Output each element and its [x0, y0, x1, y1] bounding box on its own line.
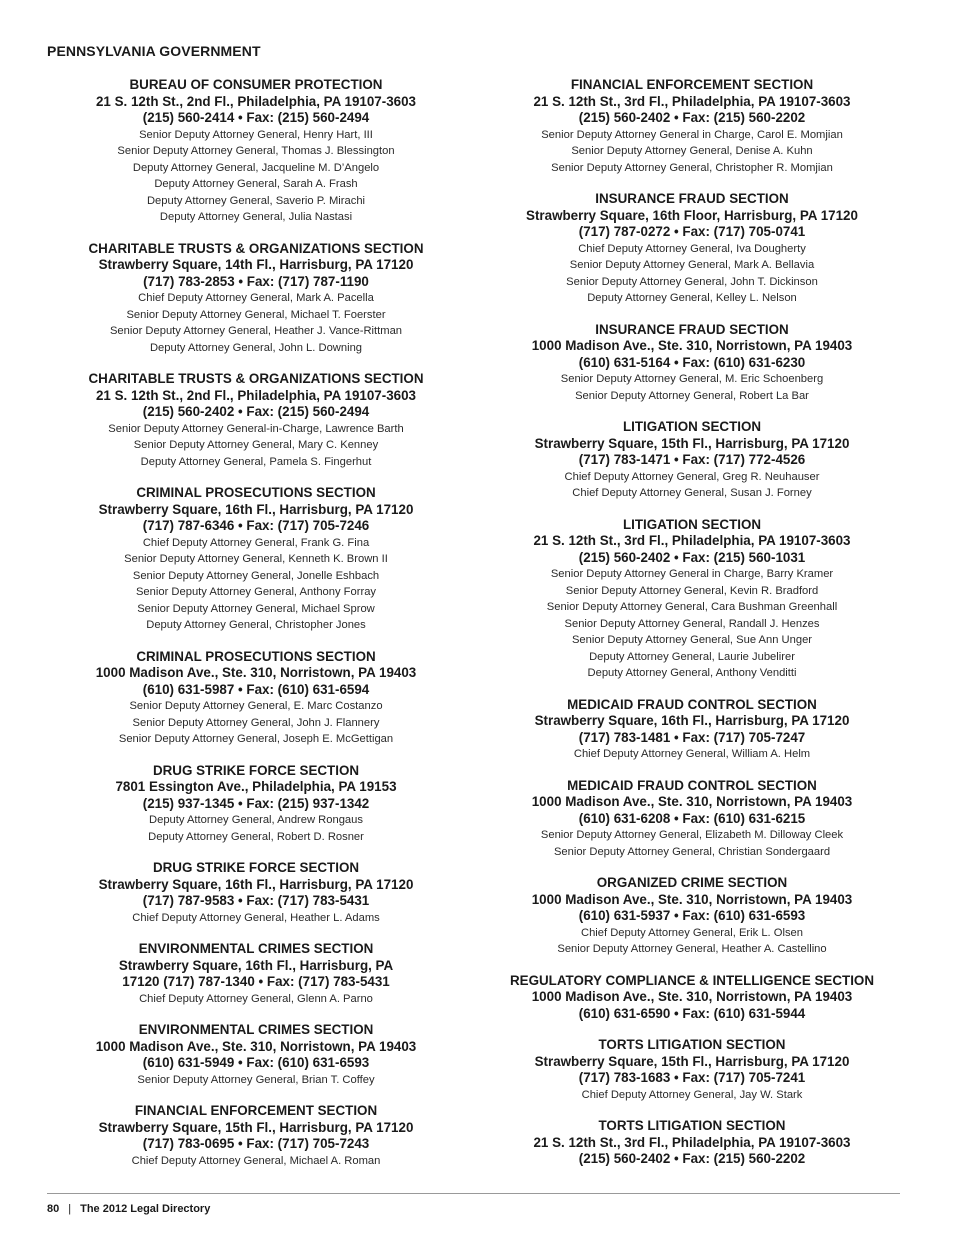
section-phone-fax: (717) 787-9583 • Fax: (717) 783-5431	[142, 893, 370, 908]
staff-entry: Chief Deputy Attorney General, Susan J. Forney	[572, 487, 812, 499]
section-address: Strawberry Square, 16th Floor, Harrisburg, PA 17120	[526, 207, 858, 223]
directory-section	[497, 697, 887, 763]
staff-entry: Senior Deputy Attorney General, Elizabeth M. Dilloway Cleek	[540, 829, 844, 841]
footer-separator: |	[68, 1203, 72, 1215]
staff-entry: Senior Deputy Attorney General, John T. Dickinson	[566, 275, 818, 288]
staff-entry: Chief Deputy Attorney General, William A. Helm	[573, 748, 811, 760]
staff-entry: Senior Deputy Attorney General-in-Charge, Lawrence Barth	[108, 422, 404, 435]
staff-entry: Deputy Attorney General, John L. Downing	[149, 341, 363, 354]
staff-entry: Senior Deputy Attorney General, Denise A. Kuhn	[571, 145, 813, 157]
staff-entry: Deputy Attorney General, Andrew Rongaus	[149, 814, 363, 826]
directory-section	[70, 77, 442, 226]
section-address: 1000 Madison Ave., Ste. 310, Norristown, PA 19403	[95, 665, 417, 680]
section-title: REGULATORY COMPLIANCE & INTELLIGENCE SECTION	[509, 972, 875, 988]
section-phone-fax: (717) 783-1481 • Fax: (717) 705-7247	[578, 729, 806, 745]
directory-section	[497, 1118, 887, 1168]
section-phone-fax: (215) 560-2402 • Fax: (215) 560-2202	[578, 110, 806, 125]
staff-entry: Senior Deputy Attorney General, Robert La Bar	[575, 389, 809, 402]
footer-divider	[47, 1193, 900, 1194]
section-title: LITIGATION SECTION	[622, 516, 762, 532]
directory-section	[497, 77, 887, 176]
section-title: TORTS LITIGATION SECTION	[598, 1037, 786, 1052]
section-address: Strawberry Square, 15th Fl., Harrisburg, PA 17120	[534, 435, 850, 451]
section-title: ENVIRONMENTAL CRIMES SECTION	[138, 941, 374, 956]
section-address: 21 S. 12th St., 2nd Fl., Philadelphia, PA 19107-3603	[95, 387, 416, 403]
staff-entry: Deputy Attorney General, Saverio P. Mirachi	[146, 194, 366, 207]
staff-entry: Deputy Attorney General, Pamela S. Fingerhut	[140, 455, 372, 468]
page-number: 80	[47, 1203, 60, 1215]
staff-entry: Chief Deputy Attorney General, Iva Dougherty	[578, 242, 806, 255]
staff-entry: Chief Deputy Attorney General, Michael A. Roman	[131, 1154, 381, 1167]
right-column	[497, 77, 887, 1183]
section-address: 21 S. 12th St., 3rd Fl., Philadelphia, PA 19107-3603	[533, 1134, 851, 1150]
section-phone-fax: (610) 631-5937 • Fax: (610) 631-6593	[578, 908, 806, 923]
directory-section	[497, 1037, 887, 1103]
staff-entry: Deputy Attorney General, Robert D. Rosner	[148, 830, 364, 843]
section-address: 7801 Essington Ave., Philadelphia, PA 19153	[115, 779, 397, 794]
section-title: CHARITABLE TRUSTS & ORGANIZATIONS SECTION	[88, 371, 424, 386]
section-title: DRUG STRIKE FORCE SECTION	[152, 762, 360, 778]
staff-entry: Senior Deputy Attorney General, Joseph E. McGettigan	[118, 733, 394, 745]
directory-section	[497, 419, 887, 502]
staff-entry: Senior Deputy Attorney General, Mary C. Kenney	[133, 439, 379, 451]
staff-entry: Chief Deputy Attorney General, Mark A. Pacella	[138, 292, 374, 304]
staff-entry: Chief Deputy Attorney General, Heather L. Adams	[132, 911, 380, 924]
section-title: MEDICAID FRAUD CONTROL SECTION	[567, 696, 817, 712]
staff-entry: Senior Deputy Attorney General, Thomas J. Blessington	[117, 145, 395, 157]
staff-entry: Chief Deputy Attorney General, Glenn A. Parno	[139, 992, 373, 1005]
section-phone-fax: (717) 783-1683 • Fax: (717) 705-7241	[578, 1070, 806, 1085]
directory-section	[70, 649, 442, 748]
page-footer	[47, 1203, 210, 1215]
section-phone-fax: (610) 631-5164 • Fax: (610) 631-6230	[578, 354, 806, 370]
section-title: DRUG STRIKE FORCE SECTION	[152, 860, 360, 875]
directory-section	[70, 941, 442, 1007]
staff-entry: Chief Deputy Attorney General, Greg R. Neuhauser	[564, 470, 820, 483]
section-title: MEDICAID FRAUD CONTROL SECTION	[567, 777, 817, 793]
staff-entry: Deputy Attorney General, Anthony Venditti	[587, 667, 797, 679]
staff-entry: Deputy Attorney General, Sarah A. Frash	[154, 178, 358, 190]
staff-entry: Chief Deputy Attorney General, Frank G. Fina	[142, 536, 370, 549]
section-address: 21 S. 12th St., 2nd Fl., Philadelphia, PA 19107-3603	[95, 93, 416, 109]
section-title: CRIMINAL PROSECUTIONS SECTION	[136, 485, 376, 500]
staff-entry: Senior Deputy Attorney General, Christian Sondergaard	[553, 845, 831, 858]
directory-section	[497, 191, 887, 307]
staff-entry: Senior Deputy Attorney General, E. Marc Costanzo	[129, 700, 383, 712]
staff-entry: Senior Deputy Attorney General, Mark A. Bellavia	[569, 259, 815, 271]
staff-entry: Senior Deputy Attorney General, Jonelle Eshbach	[132, 569, 380, 582]
section-phone-fax: (717) 783-0695 • Fax: (717) 705-7243	[142, 1136, 370, 1151]
section-phone-fax: (717) 783-1471 • Fax: (717) 772-4526	[578, 452, 806, 467]
section-address: 21 S. 12th St., 3rd Fl., Philadelphia, PA 19107-3603	[533, 533, 851, 548]
staff-entry: Deputy Attorney General, Julia Nastasi	[159, 211, 353, 223]
section-address: 1000 Madison Ave., Ste. 310, Norristown, PA 19403	[531, 891, 853, 907]
section-address: Strawberry Square, 16th Fl., Harrisburg, PA	[118, 957, 394, 973]
section-title: INSURANCE FRAUD SECTION	[595, 321, 789, 337]
section-address: 1000 Madison Ave., Ste. 310, Norristown, PA 19403	[531, 338, 853, 353]
staff-entry: Chief Deputy Attorney General, Jay W. Stark	[581, 1088, 803, 1101]
staff-entry: Chief Deputy Attorney General, Erik L. Olsen	[581, 926, 803, 939]
staff-entry: Deputy Attorney General, Christopher Jones	[146, 619, 366, 631]
directory-section	[497, 973, 887, 1023]
directory-section	[70, 485, 442, 634]
staff-entry: Senior Deputy Attorney General, Michael T. Foerster	[126, 308, 386, 321]
section-phone-fax: (717) 787-6346 • Fax: (717) 705-7246	[142, 518, 370, 533]
staff-entry: Deputy Attorney General, Jacqueline M. D’Angelo	[132, 161, 380, 174]
section-phone-fax: (215) 937-1345 • Fax: (215) 937-1342	[142, 795, 370, 811]
staff-entry: Senior Deputy Attorney General, Anthony Forray	[135, 586, 377, 598]
staff-entry: Senior Deputy Attorney General in Charge, Barry Kramer	[550, 568, 834, 580]
staff-entry: Senior Deputy Attorney General, Cara Bushman Greenhall	[546, 601, 838, 613]
section-address: Strawberry Square, 16th Fl., Harrisburg, PA 17120	[98, 501, 414, 517]
section-title: INSURANCE FRAUD SECTION	[595, 191, 789, 206]
left-column	[70, 77, 442, 1184]
directory-section	[497, 875, 887, 958]
section-phone-fax: (215) 560-2402 • Fax: (215) 560-2202	[578, 1151, 806, 1166]
directory-section	[70, 1022, 442, 1088]
directory-section	[70, 1103, 442, 1169]
section-phone-fax: 17120 (717) 787-1340 • Fax: (717) 783-5431	[122, 974, 390, 989]
directory-section	[70, 371, 442, 470]
section-address: Strawberry Square, 14th Fl., Harrisburg, PA 17120	[98, 257, 414, 272]
staff-entry: Senior Deputy Attorney General, M. Eric Schoenberg	[560, 373, 824, 385]
staff-entry: Senior Deputy Attorney General, Michael Sprow	[137, 602, 375, 615]
section-title: CHARITABLE TRUSTS & ORGANIZATIONS SECTION	[88, 240, 424, 256]
section-address: 1000 Madison Ave., Ste. 310, Norristown, PA 19403	[531, 794, 853, 809]
section-address: 1000 Madison Ave., Ste. 310, Norristown, PA 19403	[531, 989, 853, 1004]
section-title: LITIGATION SECTION	[622, 419, 762, 434]
section-phone-fax: (610) 631-5987 • Fax: (610) 631-6594	[142, 681, 370, 697]
staff-entry: Senior Deputy Attorney General, John J. Flannery	[132, 716, 380, 729]
section-address: Strawberry Square, 15th Fl., Harrisburg, PA 17120	[98, 1119, 414, 1135]
section-title: ORGANIZED CRIME SECTION	[596, 875, 788, 890]
staff-entry: Senior Deputy Attorney General, Heather J. Vance-Rittman	[109, 325, 403, 337]
page-header: PENNSYLVANIA GOVERNMENT	[47, 43, 261, 59]
directory-section	[497, 778, 887, 861]
section-title: CRIMINAL PROSECUTIONS SECTION	[136, 648, 376, 664]
section-address: 1000 Madison Ave., Ste. 310, Norristown, PA 19403	[95, 1038, 417, 1054]
section-address: Strawberry Square, 15th Fl., Harrisburg, PA 17120	[534, 1053, 850, 1069]
directory-section	[497, 322, 887, 405]
section-address: 21 S. 12th St., 3rd Fl., Philadelphia, PA 19107-3603	[533, 93, 851, 109]
staff-entry: Senior Deputy Attorney General, Heather A. Castellino	[557, 943, 827, 955]
staff-entry: Senior Deputy Attorney General, Christopher R. Momjian	[551, 161, 833, 174]
section-address: Strawberry Square, 16th Fl., Harrisburg, PA 17120	[534, 713, 850, 728]
section-title: FINANCIAL ENFORCEMENT SECTION	[134, 1103, 378, 1118]
staff-entry: Senior Deputy Attorney General, Randall J. Henzes	[564, 617, 820, 630]
section-title: ENVIRONMENTAL CRIMES SECTION	[138, 1022, 374, 1037]
staff-entry: Senior Deputy Attorney General, Sue Ann Unger	[571, 634, 813, 646]
section-phone-fax: (215) 560-2414 • Fax: (215) 560-2494	[142, 110, 370, 125]
section-address: Strawberry Square, 16th Fl., Harrisburg, PA 17120	[98, 876, 414, 892]
directory-section	[70, 241, 442, 357]
staff-entry: Senior Deputy Attorney General, Kevin R. Bradford	[565, 584, 819, 597]
section-title: BUREAU OF CONSUMER PROTECTION	[129, 77, 383, 92]
staff-entry: Senior Deputy Attorney General in Charge, Carol E. Momjian	[541, 128, 843, 141]
section-title: FINANCIAL ENFORCEMENT SECTION	[570, 77, 814, 92]
section-phone-fax: (717) 783-2853 • Fax: (717) 787-1190	[143, 273, 369, 289]
directory-section	[497, 517, 887, 682]
staff-entry: Senior Deputy Attorney General, Kenneth K. Brown II	[124, 553, 388, 565]
section-phone-fax: (610) 631-6208 • Fax: (610) 631-6215	[578, 810, 806, 826]
section-phone-fax: (215) 560-2402 • Fax: (215) 560-1031	[578, 549, 806, 565]
staff-entry: Senior Deputy Attorney General, Brian T. Coffey	[137, 1073, 375, 1086]
staff-entry: Deputy Attorney General, Kelley L. Nelson	[587, 292, 797, 304]
section-phone-fax: (215) 560-2402 • Fax: (215) 560-2494	[142, 404, 370, 419]
section-phone-fax: (717) 787-0272 • Fax: (717) 705-0741	[578, 224, 806, 239]
section-phone-fax: (610) 631-6590 • Fax: (610) 631-5944	[578, 1005, 806, 1021]
directory-section	[70, 763, 442, 846]
directory-section	[70, 860, 442, 926]
section-phone-fax: (610) 631-5949 • Fax: (610) 631-6593	[142, 1055, 370, 1070]
staff-entry: Deputy Attorney General, Laurie Jubelirer	[589, 650, 795, 663]
staff-entry: Senior Deputy Attorney General, Henry Hart, III	[139, 128, 373, 141]
publication-title: The 2012 Legal Directory	[80, 1203, 211, 1215]
section-title: TORTS LITIGATION SECTION	[598, 1118, 786, 1133]
